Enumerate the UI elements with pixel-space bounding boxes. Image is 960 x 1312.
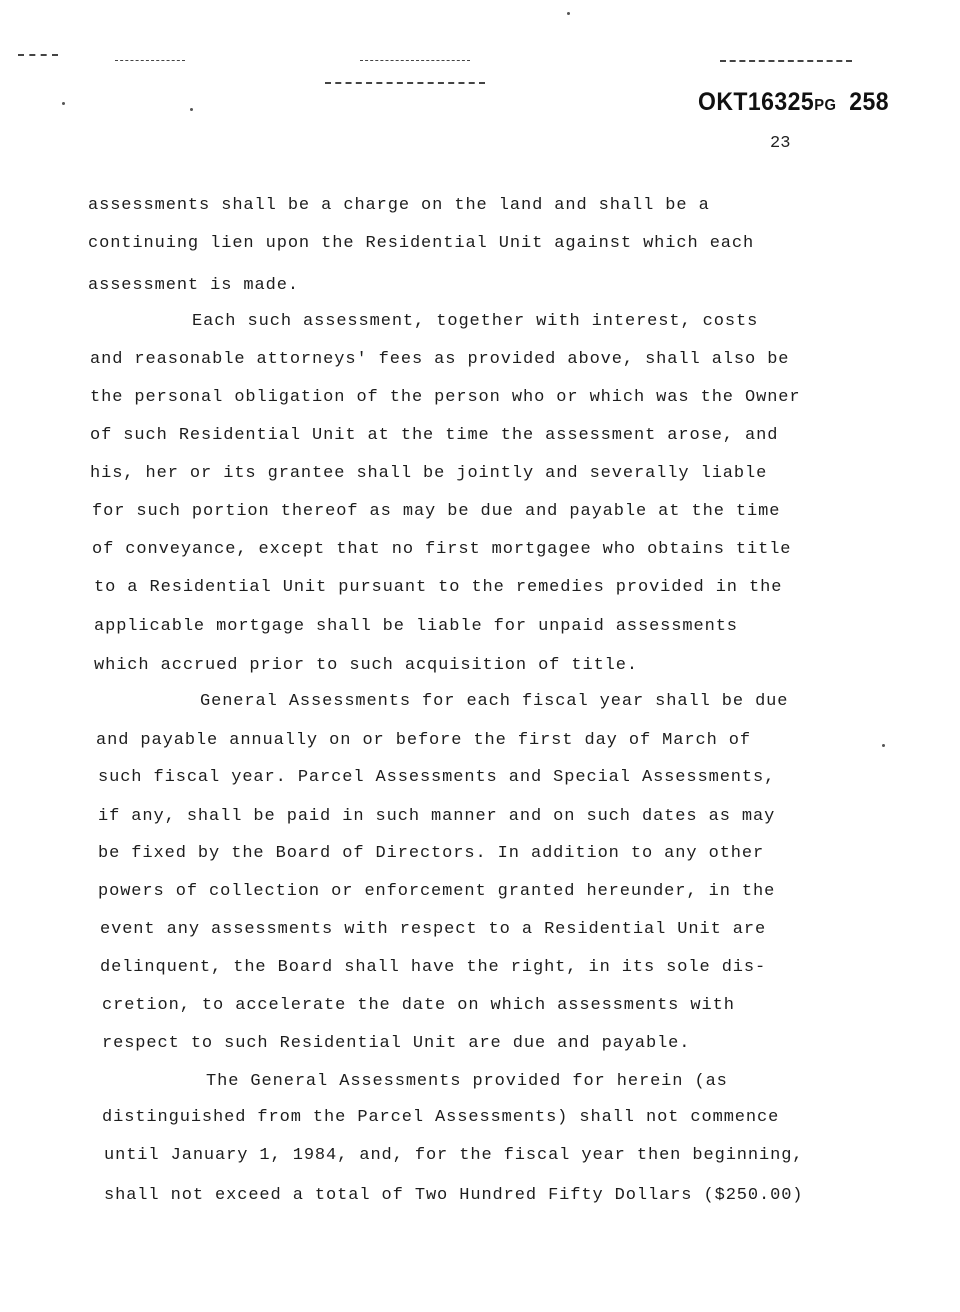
text-line: until January 1, 1984, and, for the fiscal year then beginning, — [104, 1146, 804, 1165]
text-line: shall not exceed a total of Two Hundred Fifty Dollars ($250.00) — [104, 1186, 804, 1205]
text-line: powers of collection or enforcement granted hereunder, in the — [98, 882, 776, 901]
text-line: Each such assessment, together with interest, costs — [192, 312, 759, 331]
text-line: if any, shall be paid in such manner and on such dates as may — [98, 807, 776, 826]
scan-artifact-mark — [18, 54, 58, 56]
scan-artifact-dot — [62, 102, 65, 105]
text-line: the personal obligation of the person who or which was the Owner — [90, 388, 801, 407]
text-line: of conveyance, except that no first mortgagee who obtains title — [92, 540, 792, 559]
stamp-book-ref: OKT16325 — [698, 88, 815, 116]
text-line: continuing lien upon the Residential Unit against which each — [88, 234, 755, 253]
text-line: respect to such Residential Unit are due and payable. — [102, 1034, 691, 1053]
text-line: assessments shall be a charge on the land and shall be a — [88, 196, 710, 215]
text-line: be fixed by the Board of Directors. In addition to any other — [98, 844, 765, 863]
text-line: assessment is made. — [88, 276, 299, 295]
text-line: cretion, to accelerate the date on which assessments with — [102, 996, 735, 1015]
scan-artifact-mark — [115, 60, 185, 61]
text-line: event any assessments with respect to a Residential Unit are — [100, 920, 767, 939]
text-line: delinquent, the Board shall have the right, in its sole dis- — [100, 958, 767, 977]
stamp-page-prefix: PG — [814, 97, 837, 114]
text-line: to a Residential Unit pursuant to the remedies provided in the — [94, 578, 783, 597]
scan-artifact-mark — [325, 82, 485, 84]
text-line: which accrued prior to such acquisition of title. — [94, 656, 638, 675]
text-line: his, her or its grantee shall be jointly and severally liable — [90, 464, 768, 483]
stamp-page-ref: 258 — [849, 88, 890, 116]
text-line: and reasonable attorneys' fees as provided above, shall also be — [90, 350, 790, 369]
scan-artifact-dot — [190, 108, 193, 111]
text-line: applicable mortgage shall be liable for unpaid assessments — [94, 617, 738, 636]
page-number: 23 — [770, 134, 791, 153]
scan-artifact-dot — [567, 12, 570, 15]
text-line: and payable annually on or before the first day of March of — [96, 731, 751, 750]
text-line: distinguished from the Parcel Assessments) shall not commence — [102, 1108, 780, 1127]
text-line: of such Residential Unit at the time the assessment arose, and — [90, 426, 779, 445]
text-line: for such portion thereof as may be due and payable at the time — [92, 502, 781, 521]
text-line: such fiscal year. Parcel Assessments and Special Assessments, — [98, 768, 776, 787]
recording-stamp — [698, 88, 889, 117]
scan-artifact-mark — [720, 60, 852, 62]
text-line: General Assessments for each fiscal year shall be due — [200, 692, 789, 711]
scan-artifact-dot — [882, 744, 885, 747]
scan-artifact-mark — [360, 60, 470, 61]
text-line: The General Assessments provided for herein (as — [206, 1072, 728, 1091]
